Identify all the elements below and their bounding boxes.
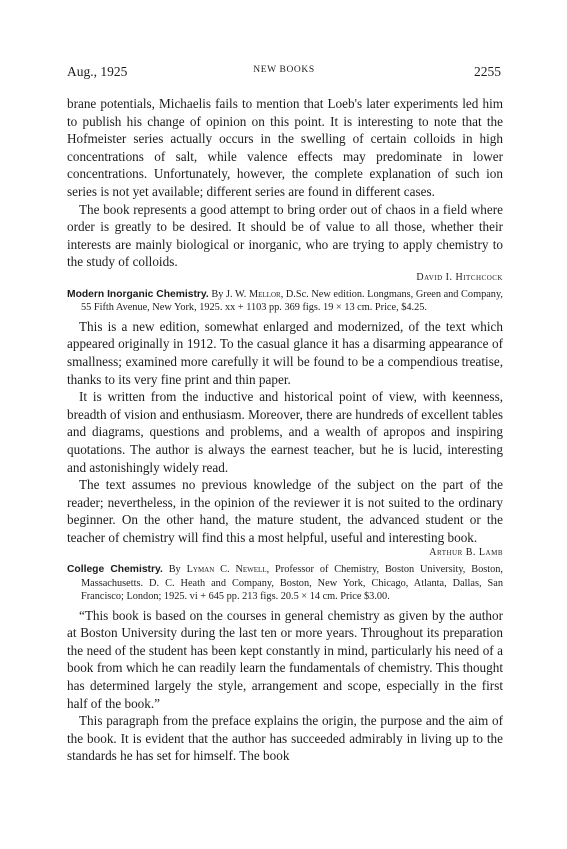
review-mellor <box>67 288 503 559</box>
book-title: Modern Inorganic Chemistry. <box>67 288 209 300</box>
paragraph: This paragraph from the preface explains the origin, the purpose and the aim of the book. It is evident that the author has succeeded admirably in living up to the standards he has set for himself. The book <box>67 713 503 764</box>
paragraph: brane potentials, Michaelis fails to mention that Loeb's later experiments led him to publish his change of opinion on this point. It is interesting to note that the Hofmeister series actually occurs in the swelling of certain colloids in high concentrations of salt, while valence effects may predominate in lower concentrations. Unfortunately, however, the complete explanation of such ion series is not yet available; different series are found in different cases. <box>67 96 503 199</box>
book-title: College Chemistry. <box>67 564 163 576</box>
book-author: J. W. Mellor <box>226 288 281 300</box>
paragraph: It is written from the inductive and historical point of view, with keenness, breadth of vision and enthusiasm. Moreover, there are hundreds of excellent tables and diagrams, questions and problems, and a wealth of apropos and inspiring quotations. The author is always the earnest teacher, but he is lucid, interesting and astonishingly widely read. <box>67 389 503 475</box>
issue-date: Aug., 1925 <box>67 64 128 79</box>
paragraph: The text assumes no previous knowledge of the subject on the part of the reader; nevertheless, in the opinion of the reviewer it is not suited to the ordinary beginner. On the other hand, the mature student, the advanced student or the teacher of chemistry will find this a most helpful, useful and interesting book. <box>67 477 503 545</box>
book-author: Lyman C. Newell <box>186 564 267 576</box>
book-citation <box>67 288 503 315</box>
section-title: NEW BOOKS <box>253 65 315 75</box>
running-header <box>67 64 501 84</box>
page-body <box>67 95 503 765</box>
book-details: , Professor of Chemistry, Boston University, Boston, Massachusetts. D. C. Heath and Company, Boston, New York, Chicago, Atlanta, Dallas, San Francisco; London; 1925. vi + 645 pp. 213 figs. 20.5 × 14 cm. Price $3.00. <box>81 564 503 603</box>
paragraph: The book represents a good attempt to bring order out of chaos in a field where order is greatly to be desired. It should be of value to all those, whether their interests are mainly biological or inorganic, who are trying to apply chemistry to the study of colloids. <box>67 201 503 270</box>
reviewer-signature: Arthur B. Lamb <box>429 547 503 559</box>
paragraph: This is a new edition, somewhat enlarged and modernized, of the text which appeared originally in 1912. To the casual glance it has a disarming appearance of smallness; examined more carefully it will be found to be a compendious treatise, thanks to its very fine print and thin paper. <box>67 318 503 387</box>
book-citation <box>67 563 503 603</box>
by-word: By <box>168 564 181 576</box>
paragraph: “This book is based on the courses in general chemistry as given by the author at Boston University during the last ten or more years. Throughout its preparation the need of the student has been kept constantly in mind, particularly his need of a book from which he can readily learn the fundamentals of chemistry. This thought has determined largely the style, arrangement and scope, especially in the first half of the book.” <box>67 607 503 711</box>
book-details: , D.Sc. New edition. Longmans, Green and Company, 55 Fifth Avenue, New York, 1925. xx + 1103 pp. 369 figs. 19 × 13 cm. Price, $4.25. <box>81 288 503 314</box>
reviewer-signature: David I. Hitchcock <box>416 271 503 283</box>
review-newell <box>67 563 503 765</box>
page-number: 2255 <box>474 64 501 79</box>
by-word: By <box>211 288 224 300</box>
continued-review <box>67 95 503 283</box>
